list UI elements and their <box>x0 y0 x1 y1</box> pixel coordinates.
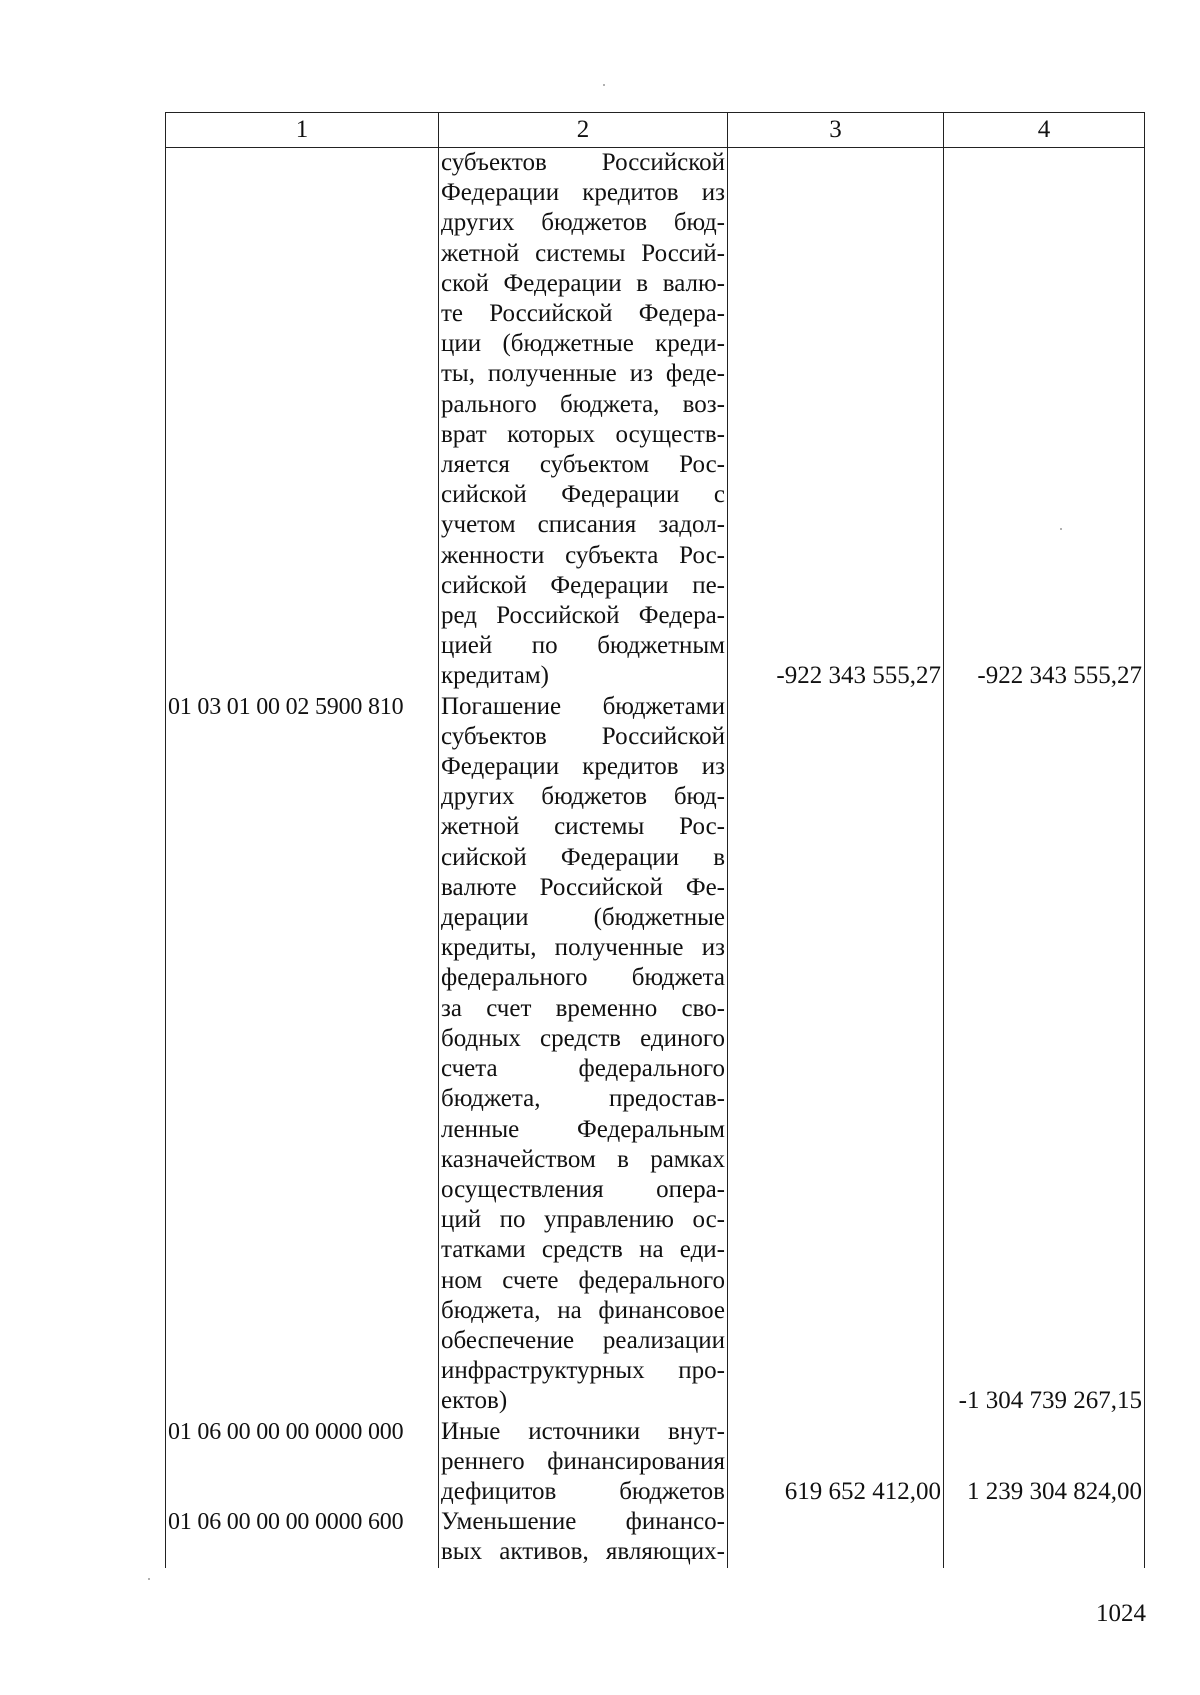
description-line: Иные источники внут- <box>441 1417 725 1445</box>
scan-speck <box>148 1578 150 1580</box>
budget-code-cell: 01 03 01 00 02 5900 810 <box>166 692 439 1417</box>
table-row <box>166 1507 1145 1567</box>
column-number-header-row <box>166 113 1145 148</box>
amount-cell-col4 <box>944 1507 1145 1567</box>
description-line: цией по бюджетным <box>441 632 725 660</box>
description-line: ектов) <box>441 1387 508 1415</box>
table-row <box>166 692 1145 1417</box>
description-line: жетной системы Рос- <box>441 813 725 841</box>
description-line: федерального бюджета <box>441 964 725 992</box>
description-line: Уменьшение финансо- <box>441 1508 725 1536</box>
description-cell <box>439 1507 728 1567</box>
description-line: валюте Российской Фе- <box>441 873 725 901</box>
description-line: сийской Федерации с <box>441 481 725 509</box>
scan-speck <box>603 84 605 86</box>
description-cell <box>439 1417 728 1508</box>
description-line: ном счете федерального <box>441 1266 725 1294</box>
page-number: 1024 <box>1096 1600 1146 1627</box>
description-line: ции (бюджетные креди- <box>441 330 725 358</box>
description-line: за счет временно сво- <box>441 994 725 1022</box>
description-line: осуществления опера- <box>441 1175 725 1203</box>
description-line: ской Федерации в валю- <box>441 269 725 297</box>
description-line: дерации (бюджетные <box>441 904 725 932</box>
amount-cell-col4: -922 343 555,27 <box>944 148 1145 692</box>
description-line: ред Российской Федера- <box>441 602 725 630</box>
column-header-1: 1 <box>166 113 439 148</box>
amount-cell-col3: 619 652 412,00 <box>728 1417 944 1508</box>
description-line: учетом списания задол- <box>441 511 725 539</box>
description-line: других бюджетов бюд- <box>441 209 725 237</box>
description-line: ций по управлению ос- <box>441 1206 725 1234</box>
amount-cell-col3: -922 343 555,27 <box>728 148 944 692</box>
description-line: дефицитов бюджетов <box>441 1477 725 1505</box>
description-line: татками средств на еди- <box>441 1236 725 1264</box>
amount-cell-col3 <box>728 692 944 1417</box>
description-cell <box>439 692 728 1417</box>
amount-cell-col4: 1 239 304 824,00 <box>944 1417 1145 1508</box>
description-line: ленные Федеральным <box>441 1115 725 1143</box>
description-line: субъектов Российской <box>441 149 725 176</box>
table-body <box>166 148 1145 1568</box>
table-row <box>166 148 1145 692</box>
column-header-3: 3 <box>728 113 944 148</box>
amount-cell-col3 <box>728 1507 944 1567</box>
description-line: сийской Федерации пе- <box>441 571 725 599</box>
description-line: бюджета, предостав- <box>441 1085 725 1113</box>
description-line: реннего финансирования <box>441 1447 725 1475</box>
column-header-4: 4 <box>944 113 1145 148</box>
description-line: казначейством в рамках <box>441 1145 725 1173</box>
budget-code-cell: 01 06 00 00 00 0000 000 <box>166 1417 439 1508</box>
description-line: других бюджетов бюд- <box>441 783 725 811</box>
amount-cell-col4: -1 304 739 267,15 <box>944 692 1145 1417</box>
description-line: жетной системы Россий- <box>441 239 725 267</box>
description-line: обеспечение реализации <box>441 1326 725 1354</box>
description-line: субъектов Российской <box>441 722 725 750</box>
description-line: инфраструктурных про- <box>441 1357 725 1385</box>
description-line: Федерации кредитов из <box>441 179 725 207</box>
description-line: врат которых осуществ- <box>441 420 725 448</box>
description-line: счета федерального <box>441 1055 725 1083</box>
description-line: бюджета, на финансовое <box>441 1296 725 1324</box>
description-line: бодных средств единого <box>441 1024 725 1052</box>
description-line: ляется субъектом Рос- <box>441 451 725 479</box>
description-line: те Российской Федера- <box>441 300 725 328</box>
budget-code-cell: 01 06 00 00 00 0000 600 <box>166 1507 439 1567</box>
description-line: Федерации кредитов из <box>441 753 725 781</box>
budget-sources-table <box>165 112 1145 1568</box>
table-row <box>166 1417 1145 1508</box>
description-line: рального бюджета, воз- <box>441 390 725 418</box>
column-header-2: 2 <box>439 113 728 148</box>
description-line: женности субъекта Рос- <box>441 541 725 569</box>
description-line: кредиты, полученные из <box>441 934 725 962</box>
description-cell <box>439 148 728 692</box>
description-line: ты, полученные из феде- <box>441 360 725 388</box>
description-line: вых активов, являющих- <box>441 1538 725 1566</box>
description-line: кредитам) <box>441 662 549 690</box>
description-line: Погашение бюджетами <box>441 692 725 720</box>
budget-code-cell <box>166 148 439 692</box>
description-line: сийской Федерации в <box>441 843 725 871</box>
